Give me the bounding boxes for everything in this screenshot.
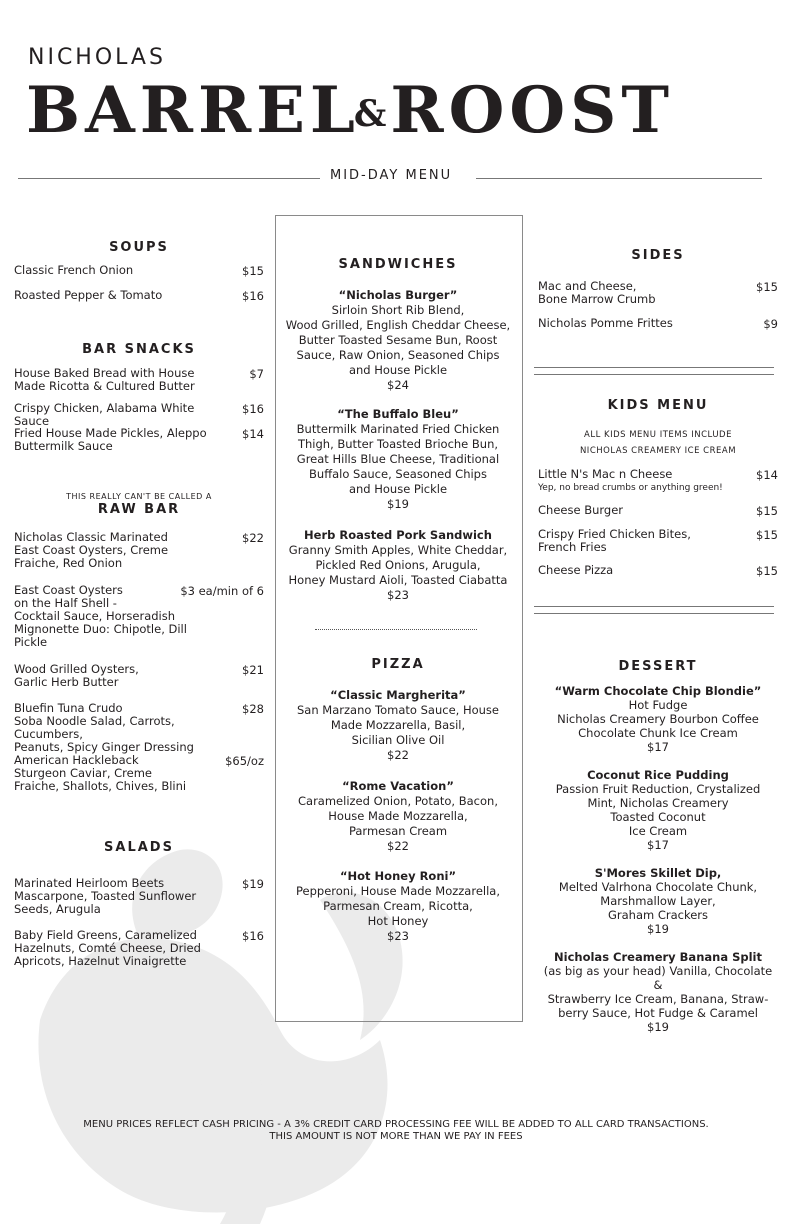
dessert-item-price: $19 (647, 1020, 669, 1034)
raw_bar-item-price: $21 (242, 663, 264, 677)
kids-item-price: $15 (756, 528, 778, 542)
kids-note2: NICHOLAS CREAMERY ICE CREAM (579, 446, 737, 456)
pizza-item-price: $22 (387, 839, 409, 853)
kids-divider-a (534, 606, 774, 607)
kids-item-note: Yep, no bread crumbs or anything green! (538, 483, 723, 493)
brand-main-right: ROOST (390, 73, 674, 148)
sandwiches-item-name: Herb Roasted Pork Sandwich (304, 528, 492, 542)
dessert-item (538, 866, 778, 936)
kids-item-name: Cheese Pizza (538, 563, 614, 577)
soups-item-name: Roasted Pepper & Tomato (14, 288, 163, 302)
raw_bar-item-price: $28 (242, 702, 264, 716)
sandwiches-item-price: $19 (387, 497, 409, 511)
soups-title: SOUPS (109, 240, 169, 255)
dessert-item-price: $19 (647, 922, 669, 936)
dessert-item (538, 684, 778, 754)
pizza-item-price: $23 (387, 929, 409, 943)
dessert-item-desc: Hot Fudge Nicholas Creamery Bourbon Coffee Chocolate Chunk Ice Cream (557, 698, 759, 740)
salads-item-price: $19 (242, 877, 264, 891)
bar_snacks-item-price: $7 (249, 367, 264, 381)
raw_bar-item-price: $65/oz (225, 754, 264, 768)
pizza-item (279, 779, 517, 854)
dessert-title: DESSERT (618, 659, 698, 674)
header-divider-right (476, 178, 762, 179)
raw_bar-item-name: Wood Grilled Oysters, Garlic Herb Butter (14, 662, 139, 689)
pizza-item-price: $22 (387, 748, 409, 762)
header-divider-left (18, 178, 320, 179)
sides-item-price: $9 (763, 317, 778, 331)
sandwiches-item-desc: Sirloin Short Rib Blend, Wood Grilled, English Cheddar Cheese, Butter Toasted Sesame Bun, Roost Sauce, Raw Onion, Seasoned Chips and House Pickle (285, 303, 511, 377)
salads-item-price: $16 (242, 929, 264, 943)
sandwiches-item-desc: Granny Smith Apples, White Cheddar, Pickled Red Onions, Arugula, Honey Mustard Aioli, Toasted Ciabatta (288, 543, 508, 587)
pizza-item-desc: Caramelized Onion, Potato, Bacon, House Made Mozzarella, Parmesan Cream (298, 794, 498, 838)
salads-item-name: Marinated Heirloom Beets Mascarpone, Toasted Sunflower Seeds, Arugula (14, 876, 197, 916)
pizza-item-name: “Rome Vacation” (342, 779, 454, 793)
sides-divider-b (534, 374, 774, 375)
bar_snacks-item-name: Crispy Chicken, Alabama White Sauce (14, 401, 195, 428)
raw_bar-item-name: East Coast Oysters on the Half Shell - Cocktail Sauce, Horseradish Mignonette Duo: Chipotle, Dill Pickle (14, 583, 187, 649)
raw_bar-item-name: Bluefin Tuna Crudo Soba Noodle Salad, Carrots, Cucumbers, Peanuts, Spicy Ginger Dressing (14, 701, 194, 754)
bar_snacks-item-name: House Baked Bread with House Made Ricotta & Cultured Butter (14, 366, 195, 393)
soups-item-name: Classic French Onion (14, 263, 134, 277)
soups-item-price: $16 (242, 289, 264, 303)
menu-subtitle: MID-DAY MENU (330, 168, 453, 183)
brand-line1: NICHOLAS (28, 45, 166, 70)
kids-divider-b (534, 613, 774, 614)
kids-item-name: Little N's Mac n Cheese (538, 467, 673, 481)
dessert-item-desc: Melted Valrhona Chocolate Chunk, Marshmallow Layer, Graham Crackers (558, 880, 758, 922)
salads-title: SALADS (104, 840, 174, 855)
kids-item-price: $15 (756, 564, 778, 578)
sandwiches-item-desc: Buttermilk Marinated Fried Chicken Thigh, Butter Toasted Brioche Bun, Great Hills Blue Cheese, Traditional Buffalo Sauce, Seasoned Chips and House Pickle (296, 422, 500, 496)
center-divider (315, 629, 477, 630)
bar_snacks-item-price: $16 (242, 402, 264, 416)
dessert-item (538, 768, 778, 852)
brand-main-left: BARREL (26, 73, 360, 148)
bar_snacks-title: BAR SNACKS (82, 342, 196, 357)
raw-bar-note: THIS REALLY CAN'T BE CALLED A (66, 492, 212, 501)
bar_snacks-item-name: Fried House Made Pickles, Aleppo Buttermilk Sauce (14, 426, 207, 453)
kids-note1: ALL KIDS MENU ITEMS INCLUDE (584, 430, 732, 440)
dessert-item-name: “Warm Chocolate Chip Blondie” (554, 684, 762, 698)
dessert-item-price: $17 (647, 740, 669, 754)
salads-item-name: Baby Field Greens, Caramelized Hazelnuts, Comté Cheese, Dried Apricots, Hazelnut Vinaigrette (14, 928, 201, 968)
sandwiches-item (279, 288, 517, 393)
pizza-item-desc: Pepperoni, House Made Mozzarella, Parmesan Cream, Ricotta, Hot Honey (296, 884, 500, 928)
pizza-title: PIZZA (371, 657, 425, 672)
brand-ampersand: & (353, 93, 387, 135)
sandwiches-item-price: $23 (387, 588, 409, 602)
raw_bar-item-price: $3 ea/min of 6 (180, 584, 264, 598)
raw_bar-item-price: $22 (242, 531, 264, 545)
soups-item-price: $15 (242, 264, 264, 278)
sides-item-price: $15 (756, 280, 778, 294)
dessert-item-name: Nicholas Creamery Banana Split (554, 950, 762, 964)
footer-note (0, 1119, 792, 1143)
sandwiches-item-price: $24 (387, 378, 409, 392)
sandwiches-item (279, 407, 517, 512)
kids-item-price: $14 (756, 468, 778, 482)
pizza-item-name: “Hot Honey Roni” (339, 869, 457, 883)
dessert-item-price: $17 (647, 838, 669, 852)
sides-item-name: Nicholas Pomme Frittes (538, 316, 673, 330)
pizza-item (279, 688, 517, 763)
pizza-item (279, 869, 517, 944)
sandwiches-title: SANDWICHES (338, 257, 458, 272)
brand-logo (26, 72, 674, 153)
sandwiches-item-name: “Nicholas Burger” (338, 288, 458, 302)
dessert-item-desc: (as big as your head) Vanilla, Chocolate & Strawberry Ice Cream, Banana, Straw- berry Sauce, Hot Fudge & Caramel (543, 964, 773, 1020)
dessert-item-name: S'Mores Skillet Dip, (594, 866, 722, 880)
dessert-item (538, 950, 778, 1034)
bar_snacks-item-price: $14 (242, 427, 264, 441)
kids-item-name: Cheese Burger (538, 503, 623, 517)
dessert-item-name: Coconut Rice Pudding (587, 768, 729, 782)
pizza-item-name: “Classic Margherita” (330, 688, 466, 702)
kids-item-name: Crispy Fried Chicken Bites, French Fries (538, 527, 691, 554)
sides-item-name: Mac and Cheese, Bone Marrow Crumb (538, 279, 656, 306)
kids-title: KIDS MENU (607, 398, 709, 413)
sandwiches-item (279, 528, 517, 603)
sandwiches-item-name: “The Buffalo Bleu” (337, 407, 459, 421)
footer-line1: MENU PRICES REFLECT CASH PRICING - A 3% CREDIT CARD PROCESSING FEE WILL BE ADDED TO ALL CARD TRANSACTIONS. (83, 1119, 709, 1130)
sides-title: SIDES (631, 248, 685, 263)
footer-line2: THIS AMOUNT IS NOT MORE THAN WE PAY IN FEES (269, 1131, 523, 1142)
dessert-item-desc: Passion Fruit Reduction, Crystalized Mint, Nicholas Creamery Toasted Coconut Ice Cream (555, 782, 761, 838)
raw_bar-title: RAW BAR (97, 502, 181, 517)
sides-divider-a (534, 367, 774, 368)
raw_bar-item-name: American Hackleback Sturgeon Caviar, Creme Fraiche, Shallots, Chives, Blini (14, 753, 187, 793)
pizza-item-desc: San Marzano Tomato Sauce, House Made Mozzarella, Basil, Sicilian Olive Oil (297, 703, 499, 747)
kids-item-price: $15 (756, 504, 778, 518)
raw_bar-item-name: Nicholas Classic Marinated East Coast Oysters, Creme Fraiche, Red Onion (14, 530, 169, 570)
